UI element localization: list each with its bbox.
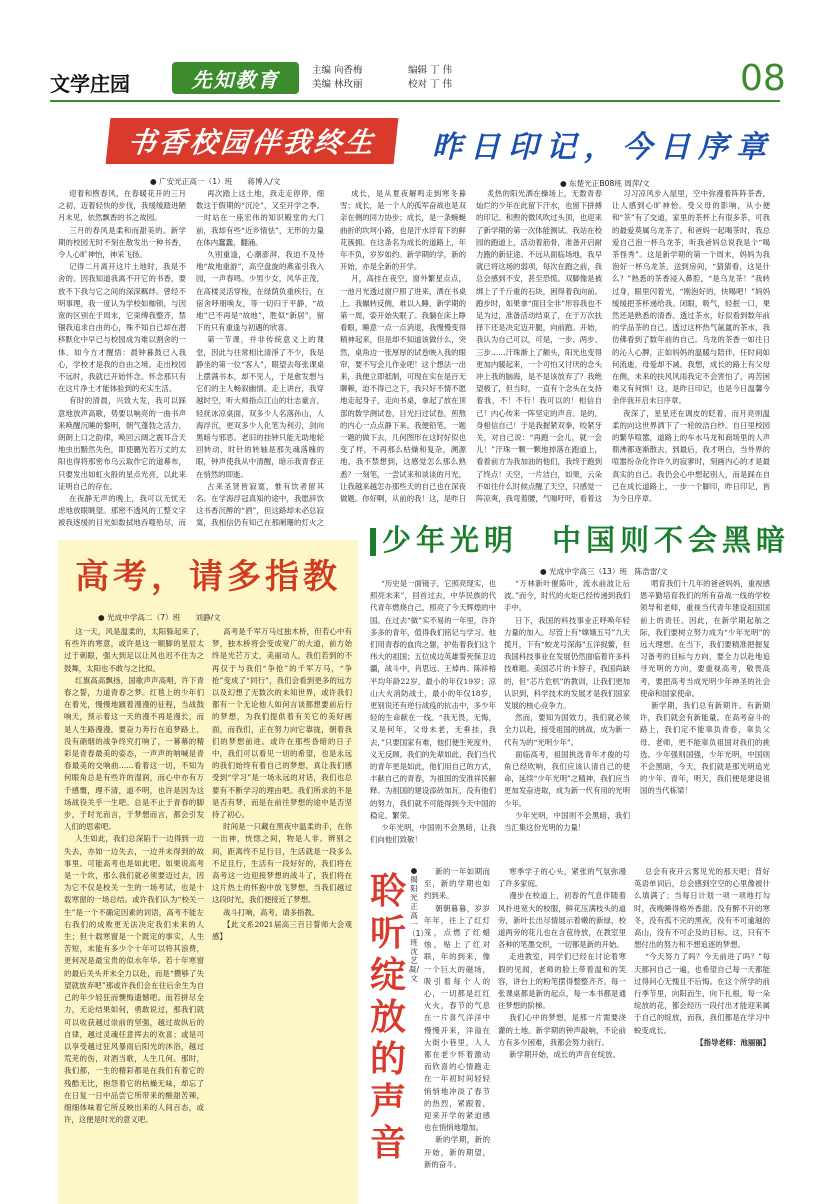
article1-col2: 再次踏上这土地，我走走停停，细数这于假期的“沉沦”，又至开学之季。一时站在一座宏伟的知识殿堂的大门前，我却有些“近乡情怯”，无形的力量在体内蠢蠢，翻涌。 久别重逢，心潮澎湃，我迫不及待地“故地重游”，高空盘旋的燕雀引我入园，一声春鸣。少男少女，风华正茂，在高楼灵活穿梭，在绿荫负重疾行，在宿舍呼朋唤友，等一切归于平静，“故地”已不再是“故地”，胜似“新居”，留下的只有重逢与初遇的欣喜。 第一节课，并非传统意义上的课堂，因此与往常相比清淨了不少，我是静坐的第一位“客人”，眼望去每张课桌上摆满书本，却不见人，于是愈发想与它们的主人畅叙幽情。走上讲台，我穿越时空，听大师指点江山的壮志豪言，轻抚冰凉桌面，双多少人名落孙山，人海浮沉，更双多少人化笔为利刃，剑向黑暗与邪恶。老旧的挂钟只能无助地轮回转动，时针的转轴是那失魂落魄的眼，钟声使我从中清醒，暗示我青春正在悄然的即逝。 古来圣贤皆寂寞，惟有饮者留其名。在学海浮冠真知的途中，我愿辞饮这书香沉醉的“酒”，但这路却未必总寂寞，我相信仍有知己在那阑珊的灯火之 [196, 189, 324, 528]
editor-credit-4: 校对 丁 伟 [408, 79, 453, 90]
section-title: 文学庄园 [50, 72, 130, 96]
article2-byline: ● 东楚光正B08班 周萍/文 [560, 179, 650, 188]
article1-byline: ● 广安光正高一（1）班 蒋博入/文 [150, 177, 281, 186]
article6-col3: 总会有夜开云雾见光的那天吧；背好英语单词后，总会感到空空的心里像被什么填满了；当每日计划一项一项地打勾时，夜晚睡得格外香甜。没有醉不开的寒冬，没有孤不完的黑夜，没有不可逾越的高山，没有不可企及的目标。这，只有不想付出的努力和不想追逐的梦想。 “今天努力了吗？今天前进了吗？”每天都问自己一遍，也希望自己每一天都能过得问心无愧且不后悔。在这个所学的前行季节里，向阳而生，向下扎根，每一朵绽放的花，都会经历一段付出才能迎来属于自己的绽放，而我，我们都是在学习中蜕变成长。 【指导老师：池丽丽】 [634, 866, 770, 1196]
article5-col2: “万林新叶催陈叶，流水前波让后波。”而今，时代的火炬已经传递到我们手中。 日下，我国的科技事业正呼唤年轻力量的加入。尽管上有“嫦娥五号”九天揽月，下有“蛟龙号深海”五洋捉鳖，但我国科技事业在发展仍然面临着许多科技难题。美国芯片的卡脖子，我国尚缺的，但“芯片危机”的教训，让我们更加认识到，科学技术的发展才是我们国家发展的核心竞争力。 然而，要知为国效力，我们就必须全力以赴，接受祖国的挑战，成为新一代有为的“光明少年”。 面临高考，祖国挑选青年才俊的号角已经吹响，我们应该认清自己的使命，延续“少年光明”之精神，我们应当更加发奋进取，成为新一代有用的光明少年。 少年光明，中国则不会黑暗，我们当汇集这份光明的力量！ [504, 579, 630, 833]
article6-col1: 新的一年如期而至，新的学期也如约到来。 朝朝暮暮，岁岁年年，往上了红灯笼，点燃了红蜡烛，贴上了红对联，年的到来，像一个巨大的磁场，吸引着每个人的心，一切都是红红火火，春节的气息在一片喜气洋洋中慢慢开来，洋溢在大街小巷里，人人都在老少怀着激动而欣喜的心情跑走在一年初时间轻轻悄悄地冲淡了春节的热烈，紧跟着，迎来开学的紧迫感也在悄悄地增加。 新的学期，新的开始，新的期望，新的奋斗。 [424, 867, 490, 1169]
page-number: 08 [740, 58, 786, 99]
article6-title: 聆听绽放的声音 [369, 870, 406, 1164]
article5-title [370, 518, 790, 559]
header-rule [50, 100, 780, 102]
article4-byline: ● 光成中学高二（7）班 刘静/文 [98, 613, 221, 622]
article2-title: 昨日印记，今日序章 [432, 130, 774, 165]
title-bar-decoration [370, 528, 376, 556]
article2-col2: 炙热的阳光洒在操场上，无数青春灿烂的少年在此留下汗水，也留下拼搏的印记。和煦的微风吹过头顶，也迎来了新学期的第一次体能测试。我站在校园的跑道上，活动着筋骨，准备开启耐力跑的新征途。不远从面临场地，我早就已将这场的弱项，每次在跑之前，我总会感到不安，甚至恐慌。双脚像是被绑上了千斤重的石块，困得着我向前。跑步时，如果拿“面目全非”形容我也不足为过，准备活动结束了，在于万次扶择下还是决定迈开腿，向前跑。开始，我认为自己可以，可是，一步、两步、三步……汗珠渐上了额头，阳光也变得更加内暖起来，一个可怕又讨厌的念头冲上我的脑海，是不是该放弃了？我绝望极了，但当时，一直有个念头在支持着我，不！不行！我可以的！相信自己！内心传来一阵坚定的声音。是的，身相信自己！于是我握紧双拳，咬紧牙关，对自己说：“再跑一会儿，就一会儿！”汗珠一颗一颗地掉落在跑道上，看着前方为我加油的他们，我终于跑到了终点！天空，一片洁白，如果，云朵不如往什么时候点醒了天空，只感觉一阵凉爽，我弯着腰，气喘吁吁，看着这 [476, 189, 602, 504]
article5-title-text: 少年光明 中国则不会黑暗 [382, 523, 791, 557]
article1-title: 书香校园伴我终生 [106, 118, 399, 164]
article4-col1: 这一天，风是温柔的，太阳躲起来了，有些许的寒意，或许是这一顺脚的星辰太过于刺眼，强大到足以让风也迟不住为之鼓舞，太阳也不敢与之比拟。 红旗高高飘扬，国歌声声高唱，许下青春之誓，力道青春之梦。红毯上的少年们在着光，慢慢地踱着漫漫的征程，当战鼓响天，预示着这一天的漫不再是漫长，而是人生路漫漫，要奋力奔行在追梦路上，没有硝烟的战争终究打响了，一幕幕的精彩是青春最美的姿态，一声声的呐喊是青春最美的交响曲……看着这一切，不知为何眼角总是有些许的湿润，而心中亦有万千感慨，理不清，道不明，也许是因为这场战役关乎一生吧。总是不止于青春的脚步，于时光而言，于梦想而言，都会引发人们的思索吧。 人生如此，我们总深陷于一边得到一边失去，亦如一边失去，一边并未得到的故事里。可能高考也是如此吧。如果说高考是一个坎，那么我们就必须要迈过去，因为它不仅是校关一生的一场考试，也是十载寒窗的一场总结。或许我们认为“校关一生”是一个不确定因素的词语，高考不能左右我们的成败更无法决定我们未来的人生；但十载寒窗是一个既定的事实，人生苦短，未能有多少个十年可以将其浪费，更何况是最宝贵的似水年华。若十年寒窗的最后关头并未全力以赴，而是“攒够了失望就放弃吧”那或许我们会在往后余生为自己的年少轻狂而懊悔遗憾吧。而若拼尽全力，无论结果如何，勇敢说过，那我们就可以收获越过崇前的坚强，越过故纵后的自律，越过灵魂任意挥去的欢喜；或是可以享受越过狂风暴雨后阳光的沐浴，越过荒芜的伤，对酒当歌，人生几何。那时，我们都，一生的精彩都是在我们有着它的残酷无比，抱怨着它的枯燥无味，却忘了在日复一日中品尝它所带来的酸甜苦辣，细细体味着它所反映出来的人间百态，或许，这便是时光的意义吧。 [64, 627, 204, 1125]
article5-col1: “历史是一面镜子，它照亮现实，也照亮未来”，回首过去，中华民族的代代青年燃烧自己，照亮了今天辉煌的中国。在过去“做”实不易的一年里，许许多多的青年，值得我们铭记与学习。他们用青春的血肉之躯，护佑着我们这个伟大的祖国；五位成边英雄誓死保卫边疆，战斗中，肖思远、王焯冉、陈祥榕平均年龄22岁，最小的年仅19岁；凉山大火消防战士，最小的年仅18岁，更别说还有逆行战疫的抗击中，多少年轻的生命献在一线。“我无畏，无悔，又是何年，父母未老，无垂挂，我去，”只要国家有难，他们便生死度外，义无反顾。我们的先辈如此，我们当代的青年更是如此，他们用自己的方式，丰献自己的青春，为祖国的安准祥民解释。为祖国的建设添砖加瓦，没有他们的努力，我们就不可能得到今天中国的稳定、繁荣。 少年光明，中国则不会黑暗，让我们向他们致敬！ [370, 579, 496, 845]
editor-credit-3: 编辑 丁 伟 [408, 65, 453, 76]
newspaper-logo: 先知教育 [172, 62, 299, 94]
article2-col1: 成长，是从夏夜解鸣走到寒冬暮雪；成长，是一个人的孤军奋战也是双亲在侧的同力协步；成长，是一条蜿蜒曲折的坎坷小路，也是汗水浮育下的鲜花簇拥。在这条名为成长的道路上，年年不负，岁岁如约。新学期的学，新的开始，亦是全新的开学。 月，高挂在夜空，窗外繁星点点，一池月光透过窗户照了进来，洒在书桌上。我辗转反侧，难以入睡，新学期的第一周，姿开始失眠了。我躺在床上睁看眼，睡意一点一点消退，我慢慢变得精神起来，但是却不知道该做什么，突然，桌角边一张厚厚的试卷映入我的眼帘，要不写会儿作业吧！这个想法一出来，我便立即抵制，可现在实在是百无聊赖，迫不得已之下，我只好不情不愿地走起身子，走向书桌，拿起了放在顶部的数学测试卷，目光扫过试卷，煎熬的内心一点点静下来。我便铅笔，一题一题的做下去，几何图形在这时好似也变了样，不再那么枯燥和复杂，溯源地，我不禁想到，这感觉怎么那么熟悉？一刻笔，一尝试来和谈谈的月光，让我越来越怎办那些天的自己也在深夜做题。你好啊，从前的我！这，是昨日 [340, 189, 466, 504]
article6-byline: ● 揭阳光正高一（1）班 沈艺凝/文 [408, 866, 429, 983]
teacher-note: 【指导老师：池丽丽】 [696, 1037, 770, 1047]
article5-col3: 啃育我们十几年的爸爸妈妈，重视感恩辛勤培育我们的所有奋战一线的学校领导和老师，重视当代青年建设祖国国前上的责任。因此，在新学期起航之际，我们要树立努力成为“少年光明”的远大理想。在当下，我们要精准把握复习备考的目标与方向，要全力以赴地追寻光明的方向，要重视高考，敬畏高考，要把高考当成光明少年神圣的社会使命和国家使命。 新学期，我们总有新期许。有新期许，我们就会有新能量。在高考奋斗的路上，我们定不能辜负青春，辜负父母、老师，更不能辜负祖国对我们的挑选。少年强则国强，少年光明，中国则不会黑暗，今天，我们就是那光明追光的少年、青年，明天，我们便是建设祖国的当代栋梁！ [640, 579, 770, 796]
article1-col1: 迎着和煦春风，在春暖花开的三月之初，迈着轻快的步伐，我缓缓踏进陋月未见，依然飘香的书之故园。 三月的春风是柔和而甜美的。新学期的校园无时不刻在散发出一种书香，令人心旷神怡，神采飞扬。 记得二月离开这片土地时，我是不舍的。因我知道我离不开它的书香，要放不下我与它之间的深深羁绊。曾经不明事理，我一度认为学校如枷锁，与因宽的区别在于周末，它束缚我整齐，禁锢我追求自由的心，殊不知自己却在潜移默化中早已与校园成为难以割舍的一体。如今方才醒悟：晨钟暮鼓已入我心，学校才是我的自由之境。走出校园不远时，我就已开始怀念。怀念那只有在这片净土才能体验到的充实生活。 有时的清晨，兴致大发，我可以踩意地放声高歌，势要以响亮的一曲书声来唤醒沉睡的黎明，朝气蓬勃之活力，朗朗上口之韵律，唤回云阔之震耳合天地虫出黯然失色，即使鹏光若万丈的太阳也得将那密布乌云取作它的道幕布，只要发出如虹火般的星点光亮，以此来证明自己的存在。 在夜静无声的晚上，我可以无忧无虑地放眼眺望。那密不透风的工整文字被我逐缓的目光如数拭地吞噬殆尽，而 [58, 189, 186, 528]
article4-col2: 高考是千军万马过独木桥，但若心中有梦，独木桥将会变成宽广的大道，前方始终是光芒万丈，美丽动人，我们若到的不再仅于与我们“争抢”的千军万马，“争抢”变成了“同行”，我们会看到更多的远方以及幻想了无数次的未知世界，或许我们都有一个无论他人如何言谈都想要前后行的梦想，为我们提供着有关它的美好画面，而我们，正在努力向它靠拢，朝着我们的梦想前进。或许在那些昏暗的日子中，我们可以看见一切的希望，也是永远的我们始终有着自己的梦想，真让我们感受到“学习”是一场永远的对话，我们也总要有不断学习的理由吧。我们所求的不是是否有梦，而是在前往梦想的途中是否坚持了初心。 时间是一只藏在黑夜中温柔的手，在你一出神，恍惚之间，物是人非。辨别之间，距离终不足行目，生活就是一段多么不足且行，生活有一段好好的，我们将在高考这一边迎接梦想的战斗了，我们将在这片热土的怀抱中放飞梦想，当我们越过这段时光，我们便接近了梦想。 战斗打响，高考，请多指教。 【此文系2021届高三百日誓师大会观感】 [212, 627, 352, 942]
article6-col2: 寒季学子的心头，紧张的气氛弥漫了许多家庭。 漫步在校道上，初春的气息伴随着风扑进宽大的校服，鲜花压满枝头的道旁，新叶长出尽情展示着嫩的新绿，校道两旁的花儿也在含苞待放，在教室里各种的笔墨交织，一切都是新的开始。 走进教室，同学们已经在讨论着寒假的见闻，老师的脸上带着温和的笑容，讲台上的粉笔摆得整整齐齐。每一张课桌都是新的起点，每一本书都是通往梦想的阶梯。 我们心中的梦想，是那一片需要浇灌的土地。新学期的钟声敲响，不论前方有多少困难，我都会努力前行。 新学期开始，成长的声音在绽放。 [498, 867, 626, 1060]
editor-credit-2: 美编 林玫丽 [312, 79, 363, 90]
editor-credit-1: 主编 向香梅 [312, 65, 363, 76]
article2-col3: 习习凉风步入屋里，空中弥漫着阵阵茶香，让人感到心旷神怡。受父母的影响，从小便和“茶”有了交道，家里的茶杯上有很多茶，可我的最爱莫属乌龙茶了。和爸妈一起喝茶时，我总爱自己泡一杯乌龙茶，听我爸妈总说我是个“喝茶怪秀”。这是新学期的第一个周末，妈妈为我泡好一杯乌龙茶，送到房间，“猜猜看，这是什么？”熟悉的茶香浸入鼻腔，“是乌龙茶！”我转过身，眼里闪着光，“刚泡好的，快喝吧！”妈妈缓缓把茶杯递给我。闭眼，吸气，轻抿一口，果然还是熟悉的清香。透过茶水，好似看到数年前的学品茶的自己。透过这杯热气氤氲的茶水，我仿佛看到了数年前的自己。乌龙的茶香一如往日的沁人心脾，正如妈妈的温暖与陪伴，任时间如何流逝，母爱却不减。我想，成长的路上有父母在侧，未来的扶风风雨我定不会害怕了，再苦困难又有何惧！这，是昨日印记，也是今日温馨今余伴我开启未日序章。 夜深了，星星还在调皮的眨着，而月亮则温柔的向这世界洒下了一轮皎洁白纱。自日里校园的繁华喧嚣，道路上的车水马龙和商场里的人声鼎沸都逐渐散去，到最后，我才明白，当外界的喧嚣纷杂化作许久的寂寥时，刻画内心的才是最真实的自己。我仍会心中想起别人，而是踩在自己在成长道路上，一步一个脚印，昨日印记，皆为今日序章。 [612, 189, 770, 504]
article5-byline: ● 光成中学高三（13）班 陈浩雷/文 [540, 567, 668, 576]
article4-title: 高考，请多指教 [58, 540, 358, 606]
